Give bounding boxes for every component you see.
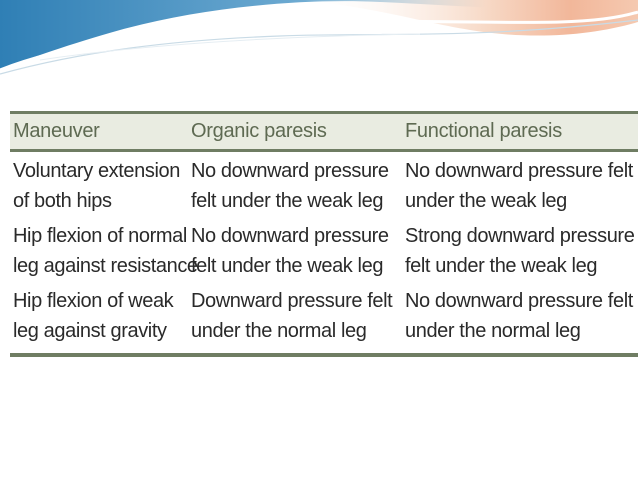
cell-line: Voluntary extension — [13, 160, 180, 182]
table-header — [10, 113, 638, 151]
cell-line: Strong downward pressure — [405, 225, 635, 247]
cell-line: felt under the weak leg — [191, 255, 384, 277]
cell-line: under the weak leg — [405, 190, 567, 212]
cell-functional — [402, 282, 638, 355]
cell-organic — [188, 217, 402, 282]
cell-line: leg against resistance — [13, 255, 198, 277]
decorative-wave-banner — [0, 0, 638, 80]
header-functional-paresis: Functional paresis — [402, 113, 638, 151]
cell-line: No downward pressure — [191, 160, 389, 182]
cell-maneuver — [10, 151, 188, 218]
cell-functional — [402, 151, 638, 218]
cell-line: No downward pressure — [191, 225, 389, 247]
table-row — [10, 151, 638, 218]
cell-maneuver — [10, 217, 198, 282]
cell-organic — [188, 282, 402, 355]
cell-line: felt under the weak leg — [405, 255, 598, 277]
table-row — [10, 217, 638, 282]
cell-line: under the normal leg — [191, 320, 367, 342]
cell-line: No downward pressure felt — [405, 290, 633, 312]
cell-line: Hip flexion of normal — [13, 225, 187, 247]
paresis-comparison-table — [10, 111, 638, 357]
cell-line: No downward pressure felt — [405, 160, 633, 182]
header-maneuver: Maneuver — [10, 113, 188, 151]
header-organic-paresis: Organic paresis — [188, 113, 402, 151]
cell-organic — [188, 151, 402, 218]
table-row — [10, 282, 638, 355]
cell-line: leg against gravity — [13, 320, 167, 342]
cell-functional — [402, 217, 638, 282]
table-body — [10, 151, 638, 356]
cell-line: Downward pressure felt — [191, 290, 393, 312]
cell-line: under the normal leg — [405, 320, 581, 342]
table-header-row — [10, 113, 638, 151]
cell-line: of both hips — [13, 190, 112, 212]
cell-line: Hip flexion of weak — [13, 290, 174, 312]
cell-line: felt under the weak leg — [191, 190, 384, 212]
cell-maneuver — [10, 282, 188, 355]
paresis-comparison-table-container — [10, 111, 638, 357]
